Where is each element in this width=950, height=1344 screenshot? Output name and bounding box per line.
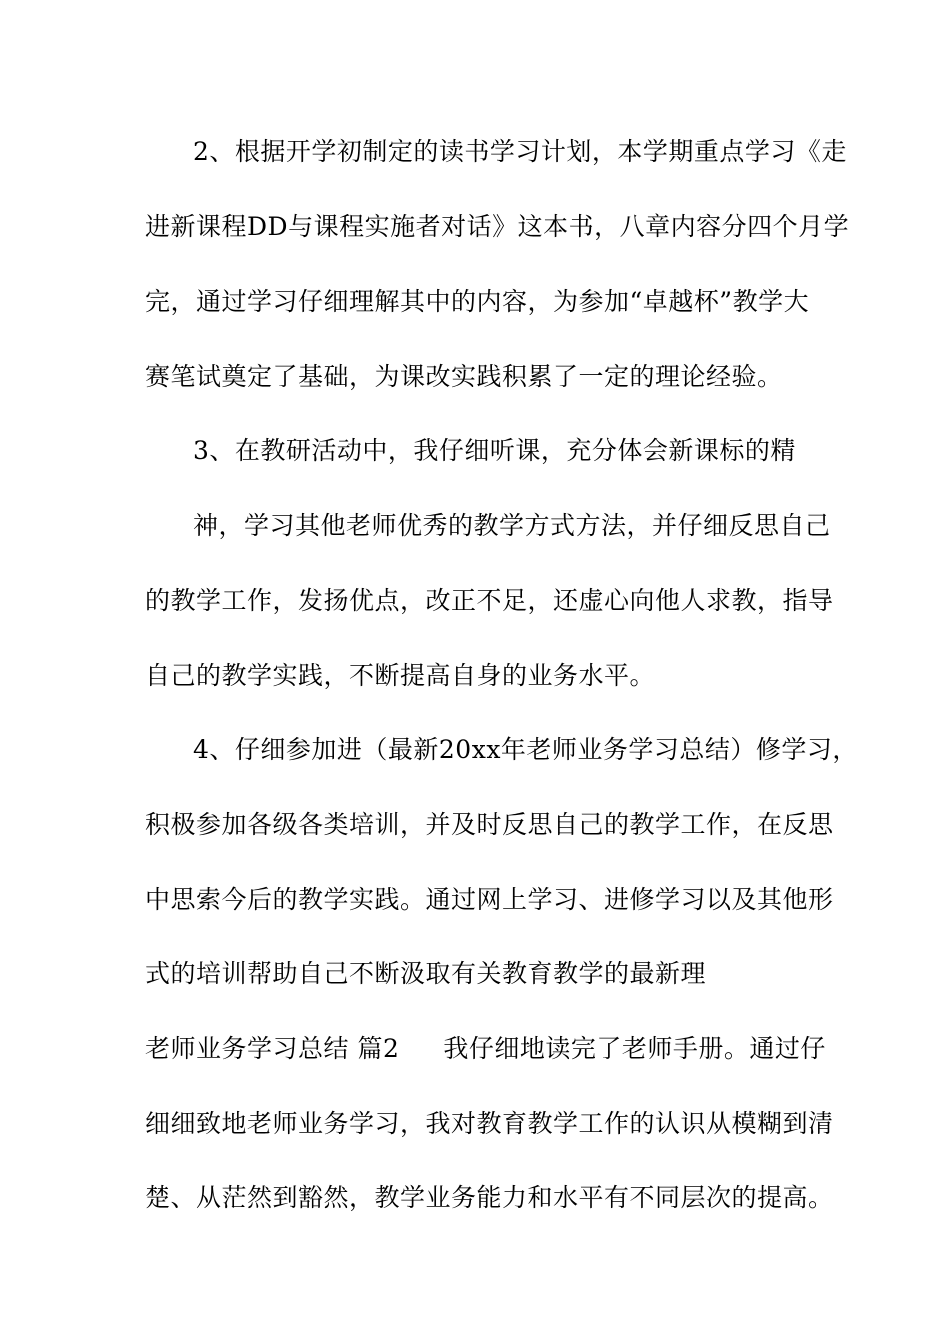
- paragraph-4-line-2: 积极参加各级各类培训，并及时反思自己的教学工作，在反思: [145, 810, 834, 839]
- paragraph-3-line-4: 自己的教学实践，不断提高自身的业务水平。: [145, 661, 656, 690]
- section-title: 老师业务学习总结 篇2: [145, 1034, 400, 1063]
- paragraph-2-line-3: 完，通过学习仔细理解其中的内容，为参加“卓越杯”教学大: [145, 287, 810, 316]
- section-intro-text: 我仔细地读完了老师手册。通过仔: [443, 1034, 826, 1063]
- paragraph-4-line-3: 中思索今后的教学实践。通过网上学习、进修学习以及其他形: [145, 885, 834, 914]
- paragraph-2-line-4: 赛笔试奠定了基础，为课改实践积累了一定的理论经验。: [145, 362, 783, 391]
- paragraph-3-line-2: 神，学习其他老师优秀的教学方式方法，并仔细反思自己: [193, 511, 831, 540]
- paragraph-2-line-2: 进新课程DD与课程实施者对话》这本书，八章内容分四个月学: [145, 212, 850, 241]
- paragraph-2-line-1: 2、根据开学初制定的读书学习计划，本学期重点学习《走: [193, 137, 847, 166]
- section-heading-line: [145, 1034, 826, 1064]
- section-body-line-1: 细细致地老师业务学习，我对教育教学工作的认识从模糊到清: [145, 1109, 834, 1138]
- section-body-line-2: 楚、从茫然到豁然，教学业务能力和水平有不同层次的提高。: [145, 1183, 834, 1212]
- paragraph-3-line-3: 的教学工作，发扬优点，改正不足，还虚心向他人求教，指导: [145, 586, 834, 615]
- paragraph-4-line-1: 4、仔细参加进（最新20xx年老师业务学习总结）修学习，: [193, 735, 858, 764]
- paragraph-3-line-1: 3、在教研活动中，我仔细听课，充分体会新课标的精: [193, 436, 796, 465]
- paragraph-4-line-4: 式的培训帮助自己不断汲取有关教育教学的最新理: [145, 959, 707, 988]
